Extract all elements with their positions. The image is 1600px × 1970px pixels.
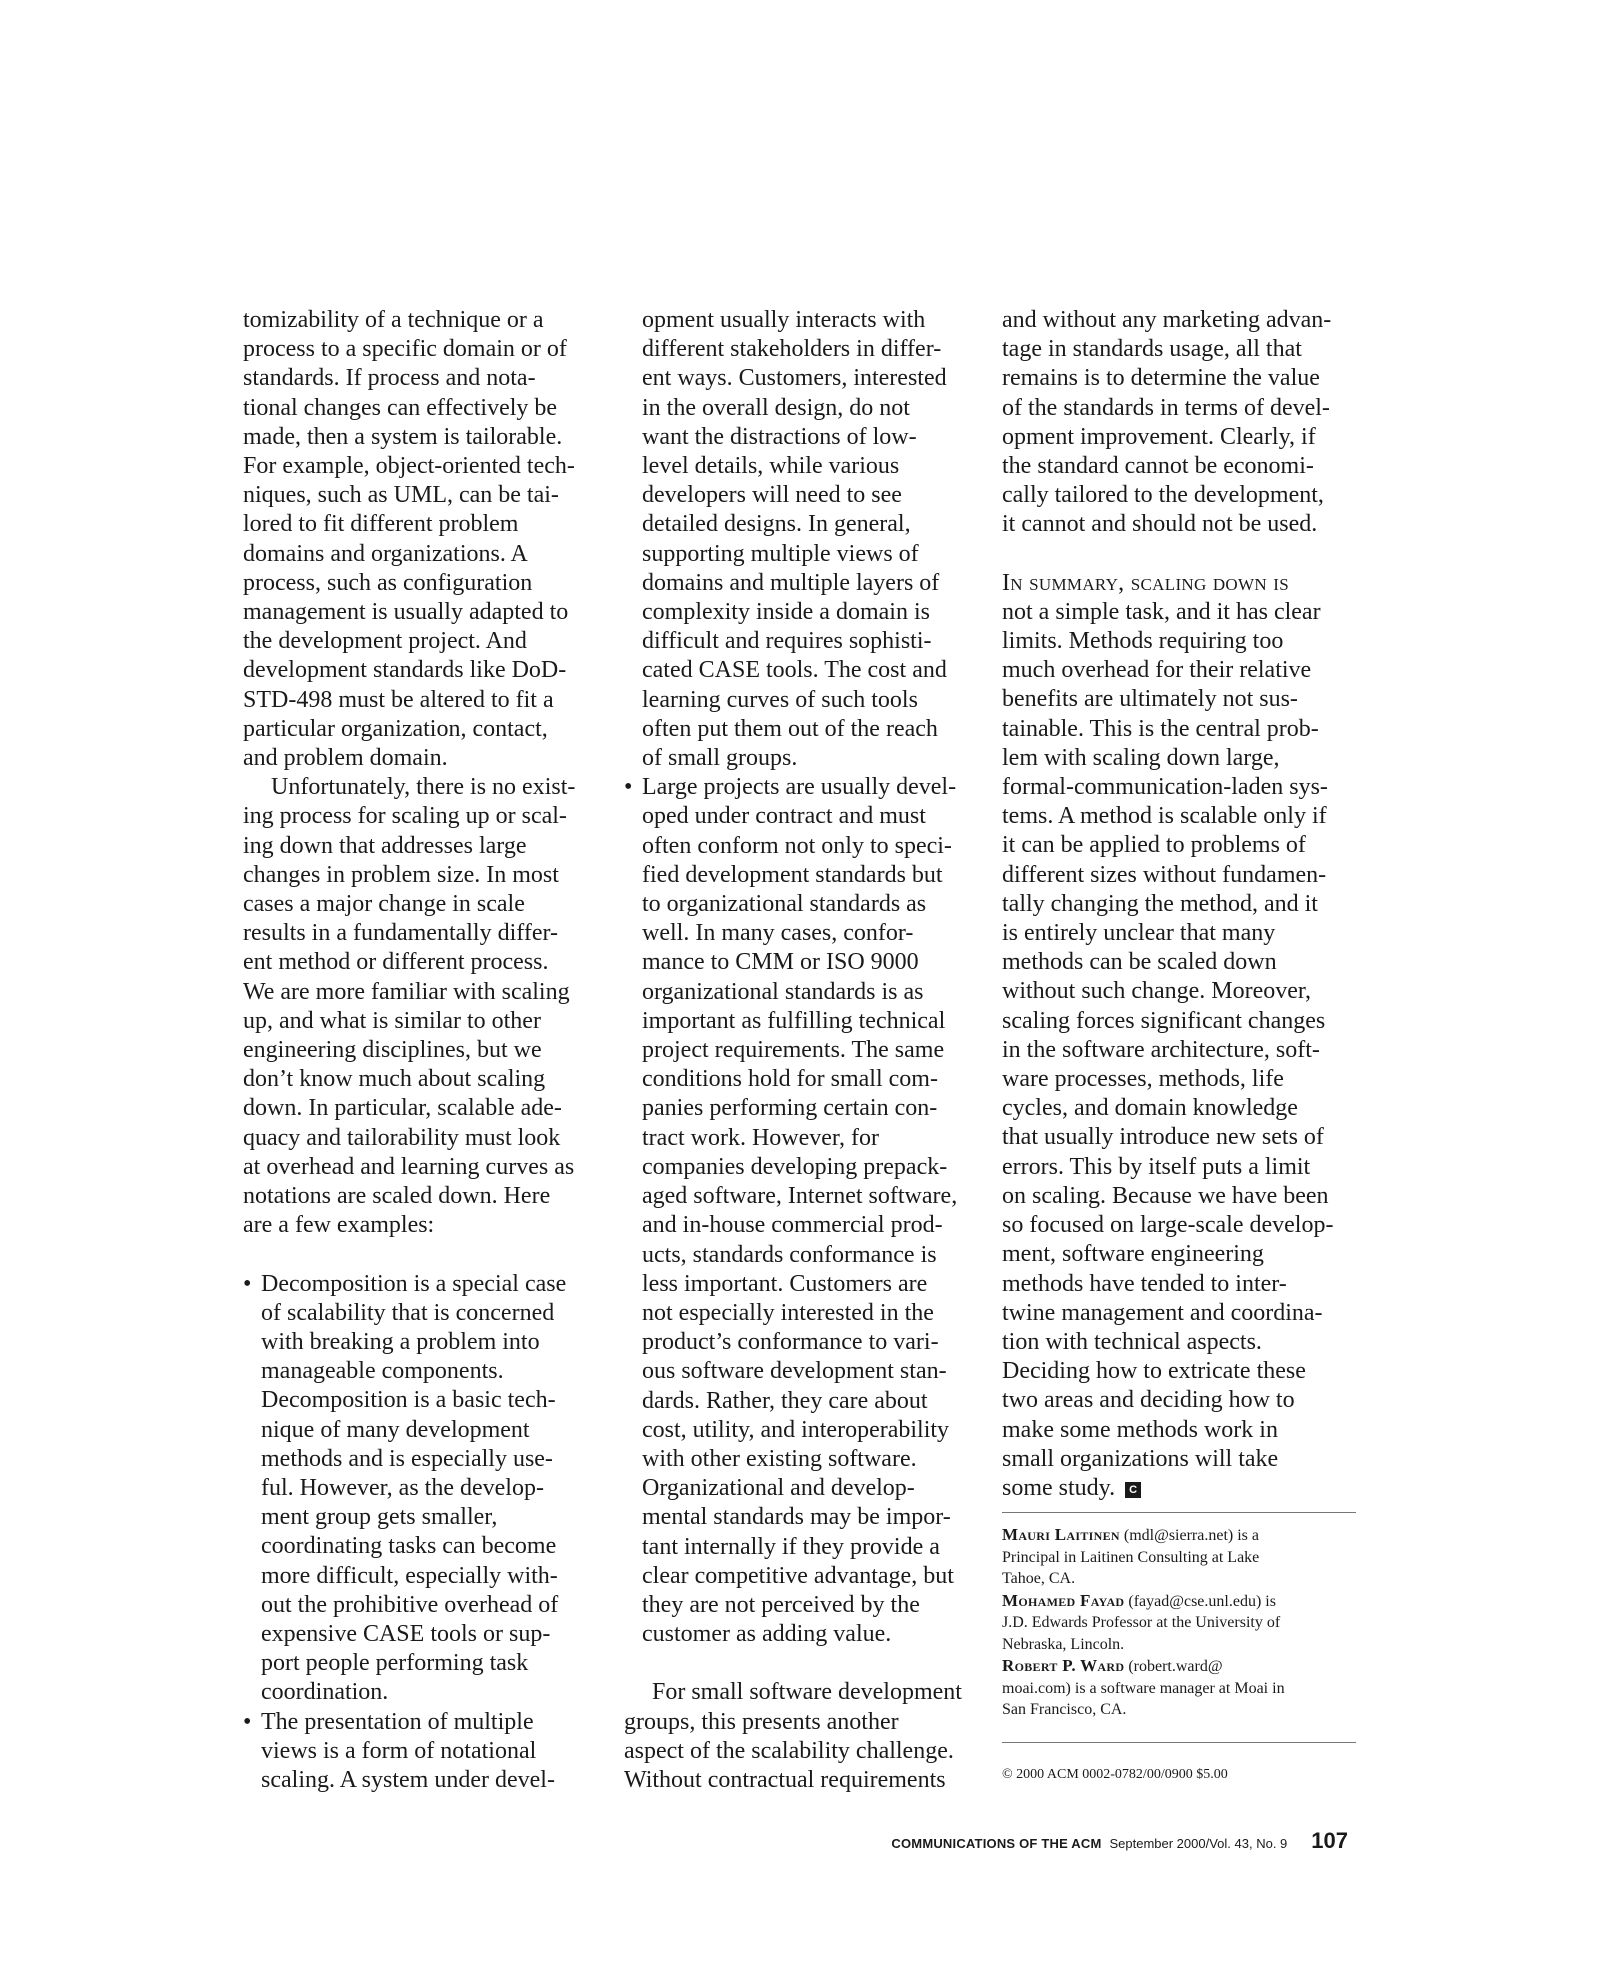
- text-line: methods have tended to inter-: [1002, 1270, 1287, 1297]
- divider: [1002, 1512, 1356, 1513]
- text-line: ucts, standards conformance is: [642, 1241, 937, 1268]
- text-line: Decomposition is a basic tech-: [261, 1387, 556, 1414]
- text-line: tional changes can effectively be: [243, 394, 558, 421]
- paragraph: [624, 1678, 976, 1795]
- text-line: fied development standards but: [642, 861, 943, 888]
- text-line: twine management and coordina-: [1002, 1299, 1323, 1326]
- text-line: and without any marketing advan-: [1002, 307, 1332, 333]
- text-line: up, and what is similar to other: [243, 1007, 541, 1034]
- text-line: errors. This by itself puts a limit: [1002, 1153, 1311, 1180]
- text-line: ent method or different process.: [243, 949, 549, 976]
- text-line: conditions hold for small com-: [642, 1066, 938, 1093]
- text-line: and problem domain.: [243, 745, 448, 772]
- text-line: lem with scaling down large,: [1002, 744, 1280, 771]
- text-line: standards. If process and nota-: [243, 365, 536, 392]
- text-line: • Large projects are usually devel-: [642, 773, 976, 802]
- summary-last-line: some study.: [1002, 1474, 1116, 1501]
- bullet-item: [243, 1270, 595, 1708]
- text-line: groups, this presents another: [624, 1708, 899, 1735]
- text-line: tant internally if they provide a: [642, 1533, 940, 1560]
- text-line: detailed designs. In general,: [642, 511, 911, 538]
- text-line: results in a fundamentally differ-: [243, 920, 558, 947]
- text-line: ous software development stan-: [642, 1358, 947, 1385]
- text-line: make some methods work in: [1002, 1416, 1278, 1443]
- text-line: difficult and requires sophisti-: [642, 628, 932, 655]
- bullet-icon: •: [243, 1708, 252, 1735]
- text-line: aged software, Internet software,: [642, 1183, 958, 1210]
- text-line: notations are scaled down. Here: [243, 1183, 551, 1210]
- text-line: STD-498 must be altered to fit a: [243, 686, 554, 713]
- text-line: Organizational and develop-: [642, 1475, 915, 1502]
- author-bio: Mauri Laitinen (mdl@sierra.net) is a Principal in Laitinen Consulting at Lake Tahoe, CA.: [1002, 1525, 1260, 1587]
- page-footer: [891, 1828, 1348, 1854]
- paragraph: [1002, 306, 1358, 540]
- text-line: less important. Customers are: [642, 1270, 928, 1297]
- text-line: to organizational standards as: [642, 891, 927, 918]
- text-line: it can be applied to problems of: [1002, 832, 1306, 859]
- issue-info: September 2000/Vol. 43, No. 9: [1109, 1836, 1288, 1851]
- text-line: down. In particular, scalable ade-: [243, 1095, 562, 1122]
- summary-lead: In summary, scaling down is: [1002, 569, 1289, 596]
- text-line: scaling forces significant changes: [1002, 1007, 1326, 1034]
- author-name: Mohamed Fayad: [1002, 1590, 1125, 1610]
- bullet-icon: •: [243, 1270, 252, 1297]
- text-line: aspect of the scalability challenge.: [624, 1737, 954, 1764]
- text-line: supporting multiple views of: [642, 540, 919, 567]
- text-line: tems. A method is scalable only if: [1002, 803, 1327, 830]
- text-line: well. In many cases, confor-: [642, 920, 914, 947]
- text-line: different stakeholders in differ-: [642, 336, 942, 363]
- text-line: made, then a system is tailorable.: [243, 423, 563, 450]
- text-line: management is usually adapted to: [243, 599, 569, 626]
- text-line: complexity inside a domain is: [642, 599, 930, 626]
- text-line: cated CASE tools. The cost and: [642, 657, 947, 684]
- bullet-icon: •: [624, 774, 633, 801]
- text-line: formal-communication-laden sys-: [1002, 774, 1328, 801]
- text-line: changes in problem size. In most: [243, 861, 559, 888]
- text-line: more difficult, especially with-: [261, 1562, 558, 1589]
- text-line: with other existing software.: [642, 1445, 917, 1472]
- text-line: important as fulfilling technical: [642, 1007, 946, 1034]
- text-line: port people performing task: [261, 1650, 529, 1677]
- author-name: Mauri Laitinen: [1002, 1525, 1120, 1544]
- text-line: mance to CMM or ISO 9000: [642, 949, 919, 976]
- text-line: tainable. This is the central prob-: [1002, 715, 1319, 742]
- text-line: ware processes, methods, life: [1002, 1066, 1284, 1093]
- text-line: of scalability that is concerned: [261, 1299, 555, 1326]
- paragraph: [1002, 569, 1358, 1504]
- text-line: it cannot and should not be used.: [1002, 511, 1318, 538]
- text-line: companies developing prepack-: [642, 1153, 948, 1180]
- text-line: niques, such as UML, can be tai-: [243, 482, 559, 509]
- divider: [1002, 1742, 1356, 1743]
- text-line: is entirely unclear that many: [1002, 920, 1276, 947]
- text-line: Deciding how to extricate these: [1002, 1358, 1306, 1385]
- text-line: ment group gets smaller,: [261, 1504, 498, 1531]
- text-line: process to a specific domain or of: [243, 336, 567, 363]
- text-line: engineering disciplines, but we: [243, 1037, 542, 1064]
- bullet-item-continued: [624, 306, 976, 773]
- bullet-item: [243, 1708, 595, 1796]
- end-mark-icon: C: [1125, 1482, 1141, 1498]
- author-bios: [1002, 1524, 1356, 1721]
- text-line: ing down that addresses large: [243, 832, 527, 859]
- text-line: domains and multiple layers of: [642, 569, 940, 596]
- text-line: lored to fit different problem: [243, 511, 519, 538]
- text-line: with breaking a problem into: [261, 1328, 540, 1355]
- text-line: not especially interested in the: [642, 1299, 934, 1326]
- text-line: particular organization, contact,: [243, 715, 548, 742]
- text-line: the standard cannot be economi-: [1002, 453, 1314, 480]
- text-line: For example, object-oriented tech-: [243, 453, 575, 480]
- text-line: so focused on large-scale develop-: [1002, 1212, 1334, 1239]
- text-line: learning curves of such tools: [642, 686, 918, 713]
- text-line: panies performing certain con-: [642, 1095, 938, 1122]
- text-line: in the overall design, do not: [642, 394, 910, 421]
- text-line: opment improvement. Clearly, if: [1002, 423, 1316, 450]
- text-line: and in-house commercial prod-: [642, 1212, 943, 1239]
- text-line: tomizability of a technique or a: [243, 307, 544, 333]
- text-line: ent ways. Customers, interested: [642, 365, 947, 392]
- text-line: • The presentation of multiple: [261, 1708, 595, 1737]
- text-line: cases a major change in scale: [243, 891, 525, 918]
- text-line: two areas and deciding how to: [1002, 1387, 1295, 1414]
- text-line: at overhead and learning curves as: [243, 1153, 575, 1180]
- text-line: coordinating tasks can become: [261, 1533, 557, 1560]
- text-line: views is a form of notational: [261, 1737, 537, 1764]
- text-line: methods can be scaled down: [1002, 949, 1277, 976]
- text-line: customer as adding value.: [642, 1621, 892, 1648]
- author-name: Robert P. Ward: [1002, 1656, 1125, 1675]
- text-line: tion with technical aspects.: [1002, 1328, 1262, 1355]
- text-line: We are more familiar with scaling: [243, 978, 570, 1005]
- text-line: domains and organizations. A: [243, 540, 528, 567]
- page-number: 107: [1311, 1828, 1348, 1853]
- text-line: in the software architecture, soft-: [1002, 1036, 1320, 1063]
- text-line: ment, software engineering: [1002, 1241, 1264, 1268]
- text-line: expensive CASE tools or sup-: [261, 1620, 551, 1647]
- text-line: ful. However, as the develop-: [261, 1474, 544, 1501]
- column-2: [624, 306, 976, 1795]
- text-line: want the distractions of low-: [642, 423, 917, 450]
- text-line: often conform not only to speci-: [642, 832, 952, 859]
- text-line: manageable components.: [261, 1358, 504, 1385]
- paragraph: [243, 773, 595, 1240]
- text-line: Unfortunately, there is no exist-: [271, 774, 576, 801]
- text-line: nique of many development: [261, 1416, 530, 1443]
- text-line: opment usually interacts with: [642, 307, 926, 333]
- text-line: organizational standards is as: [642, 978, 924, 1005]
- text-line: of the standards in terms of devel-: [1002, 394, 1330, 421]
- text-line: on scaling. Because we have been: [1002, 1182, 1329, 1209]
- text-line: coordination.: [261, 1679, 389, 1706]
- text-line: methods and is especially use-: [261, 1445, 553, 1472]
- text-line: cally tailored to the development,: [1002, 482, 1324, 509]
- text-line: much overhead for their relative: [1002, 657, 1312, 684]
- text-line: product’s conformance to vari-: [642, 1329, 939, 1356]
- author-bio: Robert P. Ward (robert.ward@ moai.com) is a software manager at Moai in San Francisco, CA.: [1002, 1656, 1285, 1718]
- text-line: don’t know much about scaling: [243, 1066, 546, 1093]
- paragraph: [243, 306, 595, 773]
- text-line: remains is to determine the value: [1002, 365, 1320, 392]
- journal-name: COMMUNICATIONS OF THE ACM: [891, 1836, 1102, 1851]
- text-line: project requirements. The same: [642, 1037, 945, 1064]
- author-bio: Mohamed Fayad (fayad@cse.unl.edu) is J.D. Edwards Professor at the University of Nebraska, Lincoln.: [1002, 1590, 1281, 1653]
- text-line: often put them out of the reach: [642, 715, 938, 742]
- text-line: small organizations will take: [1002, 1445, 1279, 1472]
- text-line: the development project. And: [243, 628, 527, 655]
- text-line: • Decomposition is a special case: [261, 1270, 595, 1299]
- text-line: tage in standards usage, all that: [1002, 336, 1302, 363]
- text-line: quacy and tailorability must look: [243, 1124, 561, 1151]
- bullet-item: [624, 773, 976, 1649]
- text-line: of small groups.: [642, 745, 798, 772]
- text-line: out the prohibitive overhead of: [261, 1591, 559, 1618]
- text-line: different sizes without fundamen-: [1002, 861, 1327, 888]
- text-line: process, such as configuration: [243, 569, 533, 596]
- text-line: they are not perceived by the: [642, 1591, 920, 1618]
- text-line: Without contractual requirements: [624, 1766, 946, 1793]
- column-3: [1002, 306, 1358, 1503]
- text-line: clear competitive advantage, but: [642, 1562, 954, 1589]
- text-line: tally changing the method, and it: [1002, 890, 1318, 917]
- text-line: ing process for scaling up or scal-: [243, 803, 567, 830]
- text-line: dards. Rather, they care about: [642, 1387, 928, 1414]
- text-line: tract work. However, for: [642, 1124, 879, 1151]
- text-line: mental standards may be impor-: [642, 1504, 951, 1531]
- text-line: are a few examples:: [243, 1212, 435, 1239]
- text-line: that usually introduce new sets of: [1002, 1124, 1324, 1151]
- text-line: cycles, and domain knowledge: [1002, 1095, 1298, 1122]
- text-line: level details, while various: [642, 453, 900, 480]
- text-line: For small software development: [652, 1679, 962, 1706]
- text-line: without such change. Moreover,: [1002, 978, 1311, 1005]
- copyright: © 2000 ACM 0002-0782/00/0900 $5.00: [1002, 1767, 1228, 1782]
- text-line: developers will need to see: [642, 482, 902, 509]
- text-line: not a simple task, and it has clear: [1002, 598, 1321, 625]
- text-line: oped under contract and must: [642, 803, 926, 830]
- text-line: cost, utility, and interoperability: [642, 1416, 950, 1443]
- text-line: benefits are ultimately not sus-: [1002, 686, 1298, 713]
- text-line: limits. Methods requiring too: [1002, 628, 1284, 655]
- column-1: [243, 306, 595, 1795]
- text-line: development standards like DoD-: [243, 657, 567, 684]
- text-line: scaling. A system under devel-: [261, 1766, 555, 1793]
